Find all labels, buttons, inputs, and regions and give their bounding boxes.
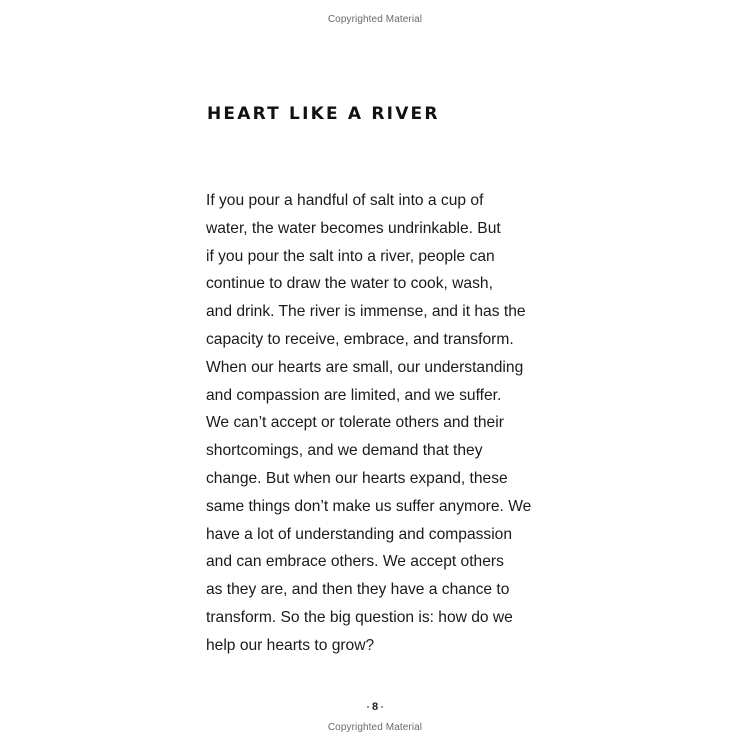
body-line: as they are, and then they have a chance to xyxy=(206,581,510,599)
body-line: have a lot of understanding and compassion xyxy=(206,525,513,543)
body-line: help our hearts to grow? xyxy=(206,636,375,654)
page-number-value: 8 xyxy=(371,701,379,713)
body-line: shortcomings, and we demand that they xyxy=(206,442,483,460)
body-line: change. But when our hearts expand, these xyxy=(206,469,508,487)
body-line: We can’t accept or tolerate others and their xyxy=(206,414,504,432)
body-line: same things don’t make us suffer anymore. We xyxy=(206,497,532,515)
chapter-title: HEART LIKE A RIVER xyxy=(207,104,440,124)
page-number-dot-icon xyxy=(367,706,369,708)
body-line: transform. So the big question is: how do we xyxy=(206,608,513,626)
copyright-watermark-top: Copyrighted Material xyxy=(327,14,423,25)
copyright-watermark-bottom: Copyrighted Material xyxy=(327,722,423,733)
body-line: and can embrace others. We accept others xyxy=(206,553,504,571)
body-line: If you pour a handful of salt into a cup of xyxy=(206,192,484,209)
body-line: When our hearts are small, our understanding xyxy=(206,358,524,376)
body-line: if you pour the salt into a river, people can xyxy=(206,247,495,265)
body-line: capacity to receive, embrace, and transform. xyxy=(206,330,514,348)
page-number xyxy=(0,701,750,713)
body-line: and drink. The river is immense, and it has the xyxy=(206,303,526,321)
body-paragraph xyxy=(206,187,531,660)
body-line: water, the water becomes undrinkable. But xyxy=(206,219,501,237)
body-line: and compassion are limited, and we suffer. xyxy=(206,386,502,404)
page-number-dot-icon xyxy=(381,706,383,708)
body-line: continue to draw the water to cook, wash, xyxy=(206,275,493,293)
